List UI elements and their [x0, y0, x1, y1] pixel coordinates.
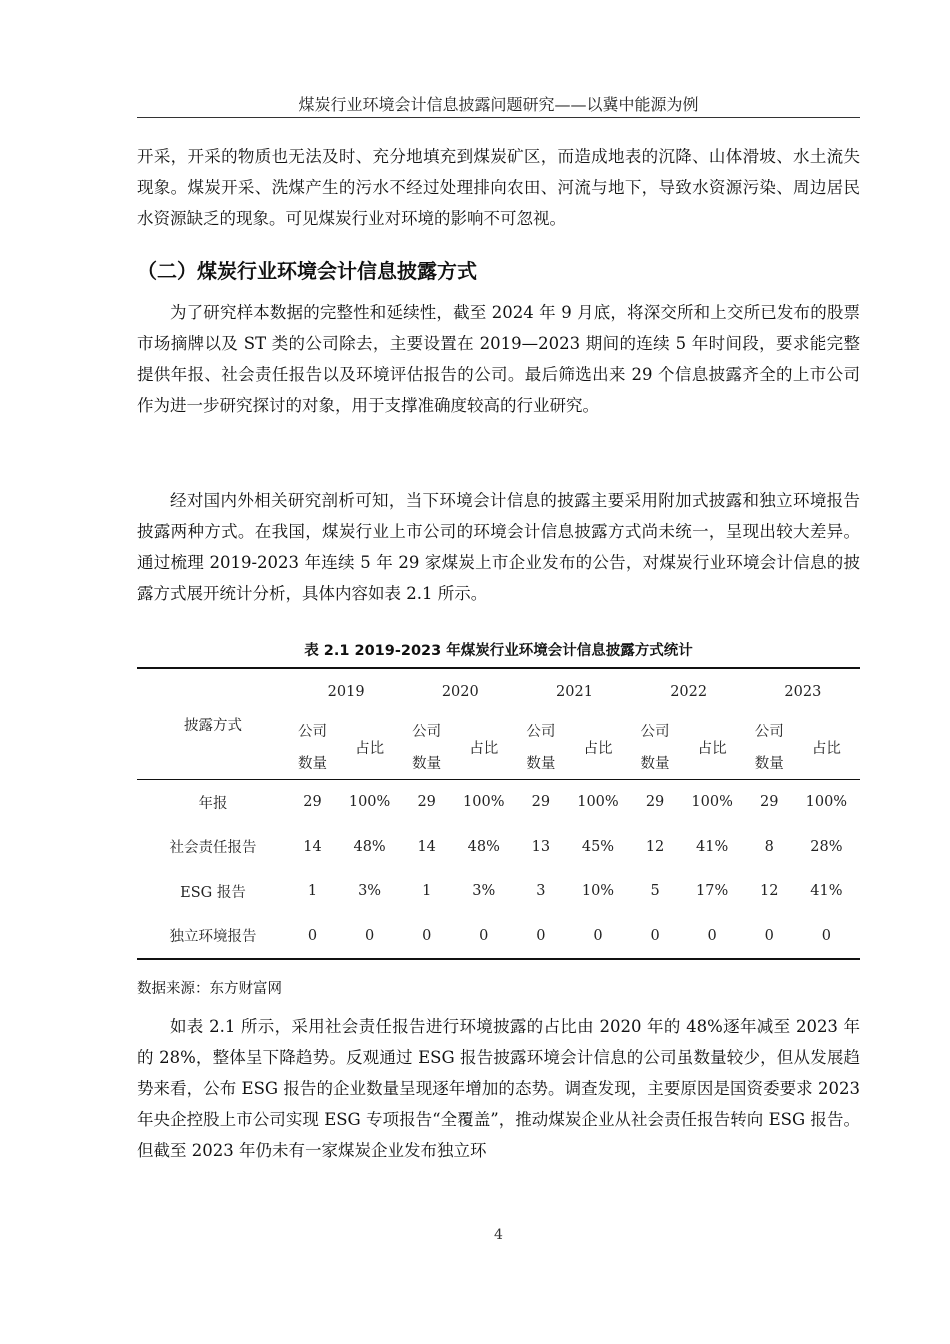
table-cell: 3% — [358, 883, 382, 900]
table-cell: 12 — [645, 838, 665, 855]
table-cell: 41% — [810, 883, 843, 900]
table-cell: 0 — [336, 914, 403, 960]
table-cell: 100% — [691, 794, 733, 811]
paragraph-disclosure-methods: 经对国内外相关研究剖析可知，当下环境会计信息的披露主要采用附加式披露和独立环境报告披露两种方式。在我国，煤炭行业上市公司的环境会计信息披露方式尚未统一，呈现出较大差异。通过梳理 2019-2023 年连续 5 年 29 家煤炭上市企业发布的公告，对煤炭行业环境会计信息的披露方式展开统计分析，具体内容如表 2.1 所示。 — [137, 491, 860, 603]
table-cell: 0 — [450, 914, 517, 960]
table-cell: 100% — [577, 794, 619, 811]
table-cell: 45% — [581, 838, 615, 855]
count-header-line2: 数量 — [746, 745, 793, 780]
ratio-header: 占比 — [679, 715, 746, 780]
table-cell: 100% — [348, 794, 391, 811]
table-source-note: 数据来源：东方财富网 — [137, 981, 282, 997]
table-cell: 100% — [805, 794, 848, 811]
ratio-header: 占比 — [450, 715, 517, 780]
count-header-line1: 公司 — [526, 723, 556, 740]
year-header: 2021 — [517, 668, 631, 715]
method-cell: 社会责任报告 — [169, 840, 257, 857]
count-header-line1: 公司 — [754, 723, 784, 740]
table-row — [137, 825, 860, 870]
year-header: 2020 — [403, 668, 517, 715]
year-header: 2023 — [746, 668, 860, 715]
table-cell: 29 — [417, 794, 436, 811]
table-cell: 29 — [645, 794, 665, 811]
page-number: 4 — [494, 1227, 503, 1243]
table-cell: 0 — [517, 914, 564, 960]
method-cell: ESG 报告 — [180, 884, 246, 901]
table-year-row — [137, 668, 860, 715]
table-cell: 14 — [417, 838, 436, 855]
count-header-line2: 数量 — [403, 745, 450, 780]
table-cell: 1 — [307, 883, 318, 900]
disclosure-statistics-table — [137, 667, 860, 960]
count-header-line1: 公司 — [640, 723, 670, 740]
count-header-line1: 公司 — [412, 723, 442, 740]
method-cell: 独立环境报告 — [137, 914, 289, 960]
header-rule — [137, 117, 860, 118]
count-header-line1: 公司 — [297, 723, 327, 740]
count-header-line2: 数量 — [289, 745, 336, 780]
year-header: 2022 — [632, 668, 746, 715]
table-cell: 17% — [696, 883, 729, 900]
count-header-line2: 数量 — [517, 745, 564, 780]
count-header-line2: 数量 — [632, 745, 679, 780]
method-cell: 年报 — [198, 795, 228, 812]
ratio-header: 占比 — [793, 715, 860, 780]
table-cell: 3 — [536, 883, 546, 900]
table-cell: 48% — [353, 838, 386, 855]
ratio-header: 占比 — [336, 715, 403, 780]
table-cell: 10% — [581, 883, 615, 900]
running-header: 煤炭行业环境会计信息披露问题研究——以冀中能源为例 — [298, 95, 699, 114]
year-header: 2019 — [289, 668, 403, 715]
table-cell: 0 — [679, 914, 746, 960]
table-cell: 48% — [467, 838, 500, 855]
table-caption: 表 2.1 2019-2023 年煤炭行业环境会计信息披露方式统计 — [304, 643, 693, 659]
table-cell: 13 — [531, 838, 551, 855]
method-column-header: 披露方式 — [137, 668, 289, 780]
table-row — [137, 869, 860, 914]
table-cell: 8 — [764, 838, 774, 855]
table-cell: 0 — [746, 914, 793, 960]
section-heading: （二）煤炭行业环境会计信息披露方式 — [137, 259, 477, 283]
table-cell: 0 — [793, 914, 860, 960]
table-cell: 0 — [564, 914, 631, 960]
table-cell: 29 — [760, 794, 779, 811]
table-cell: 0 — [632, 914, 679, 960]
paragraph-analysis: 如表 2.1 所示，采用社会责任报告进行环境披露的占比由 2020 年的 48%逐年减至 2023 年的 28%，整体呈下降趋势。反观通过 ESG 报告披露环境会计信息的公司虽数量较少，但从发展趋势来看，公布 ESG 报告的企业数量呈现逐年增加的态势。调查发现，主要原因是国资委要求 2023 年央企控股上市公司实现 ESG 专项报告“全覆盖”，推动煤炭企业从社会责任报告转向 ESG 报告。但截至 2023 年仍未有一家煤炭企业发布独立环 — [137, 1017, 860, 1160]
table-cell: 12 — [760, 883, 779, 900]
table-cell: 41% — [696, 838, 729, 855]
paragraph-continued: 开采，开采的物质也无法及时、充分地填充到煤炭矿区，而造成地表的沉降、山体滑坡、水土流失现象。煤炭开采、洗煤产生的污水不经过处理排向农田、河流与地下，导致水资源污染、周边居民水资源缺乏的现象。可见煤炭行业对环境的影响不可忽视。 — [137, 147, 860, 228]
table-cell: 3% — [472, 883, 496, 900]
paragraph-sample-selection: 为了研究样本数据的完整性和延续性，截至 2024 年 9 月底，将深交所和上交所已发布的股票市场摘牌以及 ST 类的公司除去，主要设置在 2019—2023 期间的连续 5 年时间段，要求能完整提供年报、社会责任报告以及环境评估报告的公司。最后筛选出来 29 个信息披露齐全的上市公司作为进一步研究探讨的对象，用于支撑准确度较高的行业研究。 — [137, 303, 860, 415]
table-cell: 28% — [810, 838, 843, 855]
table-cell: 100% — [463, 794, 505, 811]
table-cell: 29 — [303, 794, 322, 811]
table-cell: 0 — [289, 914, 336, 960]
ratio-header: 占比 — [564, 715, 631, 780]
table-cell: 14 — [303, 838, 322, 855]
table-cell: 1 — [422, 883, 432, 900]
table-row — [137, 914, 860, 960]
table-cell: 0 — [403, 914, 450, 960]
table-cell: 29 — [531, 794, 551, 811]
table-cell: 5 — [650, 883, 660, 900]
table-row — [137, 780, 860, 825]
